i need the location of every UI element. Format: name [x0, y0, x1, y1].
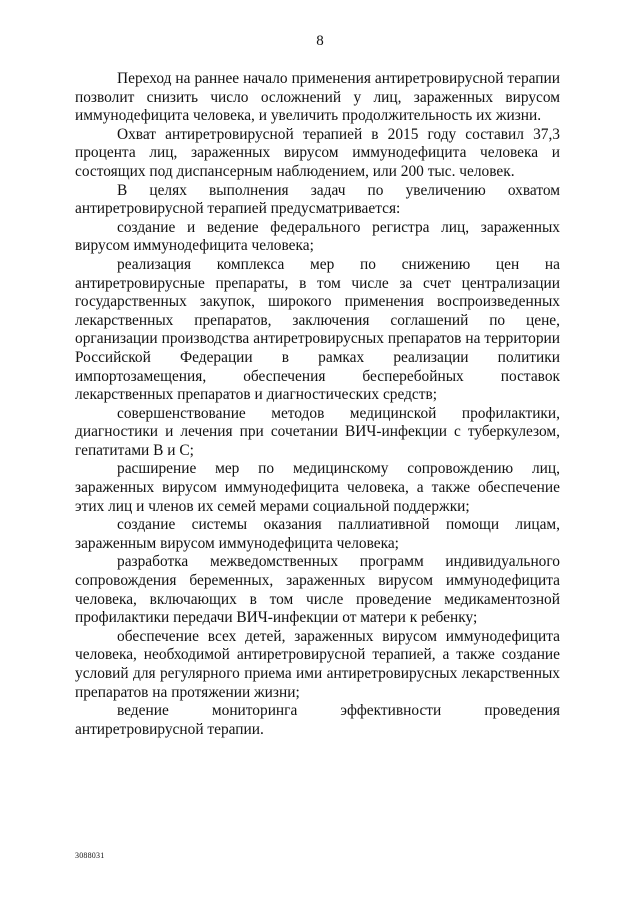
page-number: 8	[316, 33, 324, 49]
document-body	[75, 70, 560, 739]
list-item-federal-register: создание и ведение федерального регистра лиц, зараженных вирусом иммунодефицита человека;	[75, 218, 560, 255]
list-item-children-therapy: обеспечение всех детей, зараженных вирусом иммунодефицита человека, необходимой антиретровирусной терапией, а также создание условий для регулярного приема ими антиретровирусных лекарственных препаратов на протяжении жизни;	[75, 627, 560, 701]
list-item-palliative-care: создание системы оказания паллиативной помощи лицам, зараженным вирусом иммунодефицита человека;	[75, 516, 560, 552]
list-item-price-reduction: реализация комплекса мер по снижению цен на антиретровирусные препараты, в том числе за счет централизации государственных закупок, широкого применения воспроизведенных лекарственных препаратов, заключения соглашений по цене, организации производства антиретровирусных препаратов на территории Российской Федерации в рамках реализации политики импортозамещения, обеспечения бесперебойных поставок лекарственных препаратов и диагностических средств;	[75, 255, 560, 404]
list-item-prevention-methods: совершенствование методов медицинской профилактики, диагностики и лечения при сочетании ВИЧ-инфекции с туберкулезом, гепатитами В и С;	[75, 404, 560, 459]
list-item-monitoring: ведение мониторинга эффективности проведения антиретровирусной терапии.	[75, 702, 560, 738]
document-code: 3088031	[75, 851, 105, 860]
list-item-medical-support: расширение мер по медицинскому сопровождению лиц, зараженных вирусом иммунодефицита человека, а также обеспечение этих лиц и членов их семей мерами социальной поддержки;	[75, 460, 560, 515]
paragraph-coverage-2015: Охват антиретровирусной терапией в 2015 году составил 37,3 процента лиц, зараженных вирусом иммунодефицита человека и состоящих под диспансерным наблюдением, или 200 тыс. человек.	[75, 125, 560, 180]
paragraph-tasks-intro: В целях выполнения задач по увеличению охватом антиретровирусной терапией предусматривается:	[75, 181, 560, 218]
list-item-pregnancy-programs: разработка межведомственных программ индивидуального сопровождения беременных, зараженных вирусом иммунодефицита человека, включающих в том числе проведение медикаментозной профилактики передачи ВИЧ-инфекции от матери к ребенку;	[75, 553, 560, 627]
paragraph-early-therapy: Переход на раннее начало применения антиретровирусной терапии позволит снизить число осложнений у лиц, зараженных вирусом иммунодефицита человека, и увеличить продолжительность их жизни.	[75, 70, 560, 125]
